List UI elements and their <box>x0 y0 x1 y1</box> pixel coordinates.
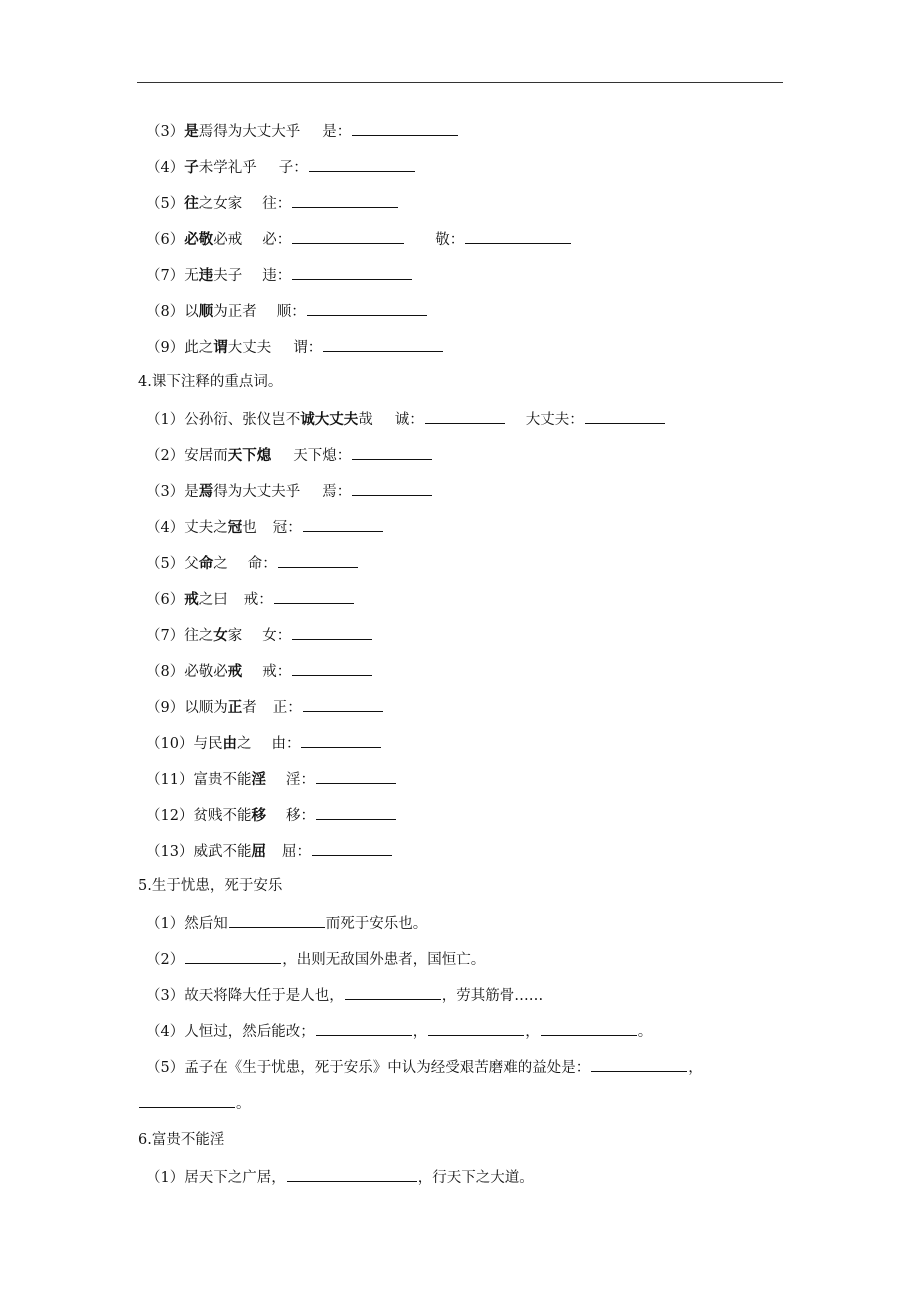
text-segment: 诚： <box>394 412 424 428</box>
text-segment: （1）居天下之广居， <box>146 1170 286 1186</box>
text-segment: 戒： <box>243 592 273 608</box>
answer-blank[interactable] <box>292 657 372 676</box>
text-segment: 淫： <box>285 772 315 788</box>
question-line <box>138 621 783 657</box>
question-line <box>138 189 783 225</box>
question-line <box>138 441 783 477</box>
text-segment: ， <box>688 1060 703 1076</box>
text-segment: （9）此之 <box>146 340 214 356</box>
text-segment: 屈： <box>281 844 311 860</box>
text-segment: 大丈夫 <box>227 340 272 356</box>
key-word: 正 <box>227 699 243 716</box>
text-segment: 往： <box>262 196 292 212</box>
key-word: 冠 <box>227 519 243 536</box>
text-segment: 哉 <box>358 412 373 428</box>
text-segment: （13）威武不能 <box>146 844 252 860</box>
text-segment: （11）富贵不能 <box>146 772 252 788</box>
text-segment: 大丈夫： <box>525 412 584 428</box>
question-line <box>138 693 783 729</box>
text-segment: 之 <box>236 736 252 752</box>
key-word: 淫 <box>251 771 266 788</box>
text-segment: 5.生于忧患，死于安乐 <box>138 878 283 894</box>
text-segment: 必： <box>262 232 292 248</box>
key-word: 移 <box>251 807 266 824</box>
answer-blank[interactable] <box>309 153 415 172</box>
text-segment: 6.富贵不能淫 <box>138 1132 225 1148</box>
text-segment: ， <box>525 1024 540 1040</box>
section-heading <box>138 873 783 909</box>
question-line <box>138 477 783 513</box>
question-line <box>138 261 783 297</box>
answer-blank[interactable] <box>292 261 412 280</box>
text-segment: （10）与民 <box>146 736 223 752</box>
question-line <box>138 1163 783 1199</box>
text-segment: 也 <box>242 520 257 536</box>
key-word: 命 <box>198 555 214 572</box>
question-line <box>138 765 783 801</box>
question-line <box>138 513 783 549</box>
text-segment: 冠： <box>272 520 302 536</box>
question-line <box>138 549 783 585</box>
text-segment: 是： <box>322 124 352 140</box>
text-segment: ， <box>412 1024 428 1040</box>
question-line <box>138 225 783 261</box>
key-word: 诚大丈夫 <box>300 411 359 428</box>
key-word: 女 <box>213 627 228 644</box>
question-line <box>138 945 783 981</box>
text-segment: 正： <box>272 700 302 716</box>
text-segment: （6） <box>146 232 185 248</box>
question-line <box>138 729 783 765</box>
key-word: 戒 <box>184 591 199 608</box>
key-word: 顺 <box>198 303 214 320</box>
text-segment: 夫子 <box>213 268 243 284</box>
text-segment: 为正者 <box>213 304 257 320</box>
question-line <box>138 405 783 441</box>
question-line <box>138 297 783 333</box>
text-segment: 移： <box>285 808 315 824</box>
key-word: 谓 <box>213 339 228 356</box>
text-segment: （3）是 <box>146 484 199 500</box>
text-segment: 必戒 <box>213 232 243 248</box>
answer-blank[interactable] <box>312 837 392 856</box>
question-line <box>138 981 783 1017</box>
text-segment: （8）以 <box>146 304 199 320</box>
question-line <box>138 1053 783 1089</box>
header-rule <box>137 82 783 83</box>
text-segment: （2） <box>146 952 185 968</box>
section-heading <box>138 369 783 405</box>
text-segment: 天下熄： <box>293 448 352 464</box>
text-segment: 焉： <box>322 484 352 500</box>
key-word: 往 <box>184 195 199 212</box>
answer-blank[interactable] <box>292 621 372 640</box>
text-segment: （12）贫贱不能 <box>146 808 252 824</box>
answer-blank[interactable] <box>345 981 441 1000</box>
text-segment: （6） <box>146 592 185 608</box>
question-line <box>138 585 783 621</box>
key-word: 天下熄 <box>227 447 272 464</box>
text-segment: （1）然后知 <box>146 916 228 932</box>
question-line <box>138 1017 783 1053</box>
text-segment: （4）丈夫之 <box>146 520 228 536</box>
answer-blank[interactable] <box>425 405 505 424</box>
key-word: 是 <box>184 123 199 140</box>
answer-blank[interactable] <box>229 909 325 928</box>
text-segment: （9）以顺为 <box>146 700 228 716</box>
key-word: 必敬 <box>184 231 214 248</box>
text-segment: 戒： <box>262 664 292 680</box>
text-segment: 敬： <box>435 232 465 248</box>
answer-blank[interactable] <box>278 549 358 568</box>
text-segment: （1）公孙衍、张仪岂不 <box>146 412 301 428</box>
worksheet-body <box>138 117 783 1199</box>
text-segment: 命： <box>247 556 277 572</box>
answer-blank[interactable] <box>301 729 381 748</box>
text-segment: （8）必敬必 <box>146 664 228 680</box>
text-segment: 谓： <box>293 340 323 356</box>
answer-blank[interactable] <box>316 765 396 784</box>
answer-blank[interactable] <box>316 1017 412 1036</box>
answer-blank[interactable] <box>292 189 398 208</box>
answer-blank[interactable] <box>323 333 443 352</box>
text-segment: （5）孟子在《生于忧患，死于安乐》中认为经受艰苦磨难的益处是： <box>146 1060 591 1076</box>
text-segment: （4） <box>146 160 185 176</box>
text-segment: ，劳其筋骨…… <box>441 988 544 1004</box>
answer-blank[interactable] <box>307 297 427 316</box>
question-line <box>138 801 783 837</box>
answer-blank[interactable] <box>303 693 383 712</box>
text-segment: （7）无 <box>146 268 199 284</box>
answer-blank[interactable] <box>274 585 354 604</box>
text-segment: 女： <box>262 628 292 644</box>
question-line <box>138 657 783 693</box>
text-segment: 未学礼乎 <box>198 160 257 176</box>
text-segment: （3） <box>146 124 185 140</box>
answer-blank[interactable] <box>541 1017 637 1036</box>
question-line <box>138 1089 783 1127</box>
text-segment: 之 <box>213 556 228 572</box>
answer-blank[interactable] <box>465 225 571 244</box>
question-line <box>138 909 783 945</box>
question-line <box>138 333 783 369</box>
text-segment: 由： <box>271 736 301 752</box>
answer-blank[interactable] <box>591 1053 687 1072</box>
text-segment: 顺： <box>276 304 306 320</box>
text-segment: （4）人恒过，然后能改； <box>146 1024 315 1040</box>
answer-blank[interactable] <box>139 1089 235 1108</box>
question-line <box>138 837 783 873</box>
key-word: 由 <box>222 735 237 752</box>
text-segment: 之曰 <box>198 592 228 608</box>
text-segment: 得为大丈夫乎 <box>213 484 301 500</box>
answer-blank[interactable] <box>352 117 458 136</box>
answer-blank[interactable] <box>428 1017 524 1036</box>
answer-blank[interactable] <box>185 945 281 964</box>
text-segment: 焉得为大丈大乎 <box>198 124 301 140</box>
text-segment: （7）往之 <box>146 628 214 644</box>
text-segment: 违： <box>262 268 292 284</box>
question-line <box>138 153 783 189</box>
text-segment: 而死于安乐也。 <box>325 916 428 932</box>
answer-blank[interactable] <box>585 405 665 424</box>
text-segment: （5）父 <box>146 556 199 572</box>
key-word: 戒 <box>227 663 243 680</box>
key-word: 焉 <box>198 483 214 500</box>
answer-blank[interactable] <box>352 441 432 460</box>
text-segment: 者 <box>242 700 257 716</box>
text-segment: 。 <box>236 1096 251 1112</box>
text-segment: 。 <box>637 1024 653 1040</box>
text-segment: 4.课下注释的重点词。 <box>138 374 283 390</box>
text-segment: （5） <box>146 196 185 212</box>
text-segment: ，行天下之大道。 <box>417 1170 534 1186</box>
text-segment: 子： <box>278 160 308 176</box>
text-segment: 之女家 <box>198 196 243 212</box>
section-heading <box>138 1127 783 1163</box>
key-word: 违 <box>198 267 214 284</box>
text-segment: 家 <box>227 628 243 644</box>
text-segment: （2）安居而 <box>146 448 228 464</box>
answer-blank[interactable] <box>316 801 396 820</box>
text-segment: （3）故天将降大任于是人也， <box>146 988 344 1004</box>
answer-blank[interactable] <box>303 513 383 532</box>
answer-blank[interactable] <box>292 225 404 244</box>
text-segment: ，出则无敌国外患者，国恒亡。 <box>282 952 486 968</box>
key-word: 子 <box>184 159 199 176</box>
question-line <box>138 117 783 153</box>
answer-blank[interactable] <box>352 477 432 496</box>
key-word: 屈 <box>251 843 266 860</box>
answer-blank[interactable] <box>287 1163 417 1182</box>
